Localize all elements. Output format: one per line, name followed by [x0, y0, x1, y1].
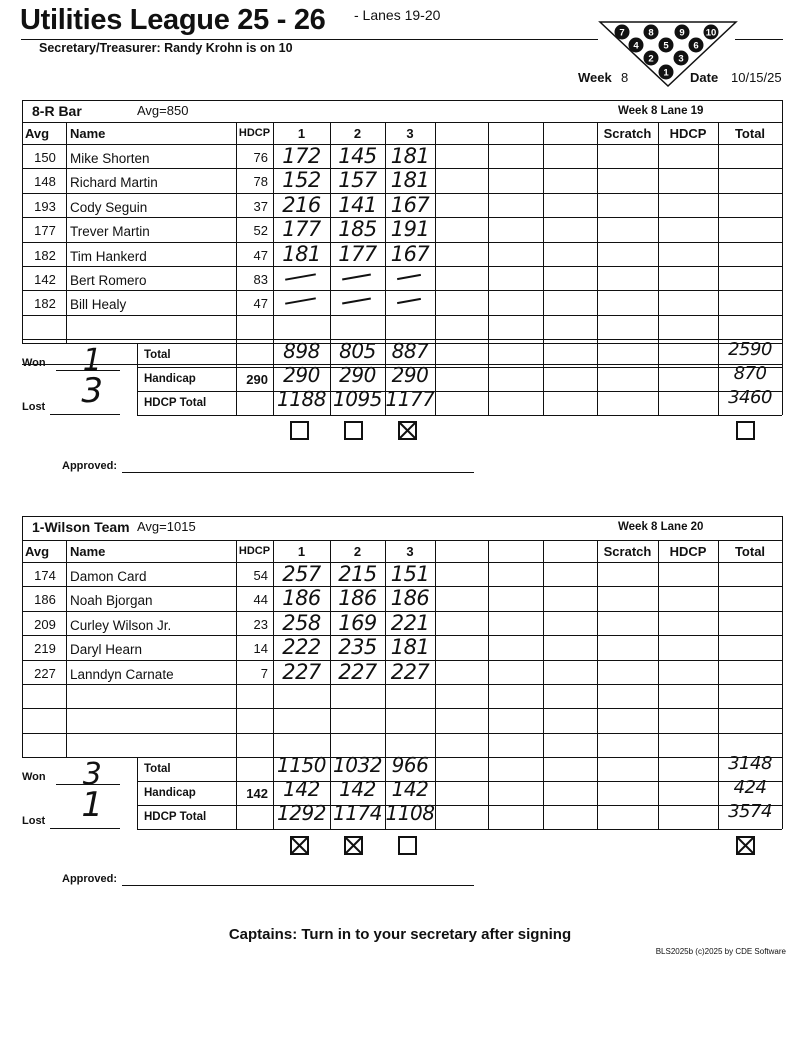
col-line-e3	[543, 540, 544, 757]
player-handicap: 23	[253, 616, 268, 632]
team-name: 8-R Bar	[32, 103, 82, 119]
game-3-score: 181	[390, 168, 430, 193]
column-header-total: Total	[734, 126, 766, 141]
check-mark-icon	[344, 836, 363, 855]
lost-line	[50, 828, 120, 829]
approved-signature-line	[122, 885, 474, 886]
pin-2-number: 2	[648, 53, 654, 65]
game-1-score: 181	[282, 241, 321, 266]
player-average: 142	[34, 272, 56, 287]
row-line	[22, 708, 782, 709]
summary-col-scratch	[597, 757, 598, 829]
pin-6-number: 6	[693, 40, 699, 52]
pin-1-number: 1	[663, 67, 669, 79]
column-header-hdcp-total: HDCP	[669, 126, 707, 141]
player-handicap: 47	[253, 247, 268, 263]
player-average: 150	[34, 150, 56, 165]
game-2-win-checkbox[interactable]	[344, 836, 363, 855]
week-lane-label: Week 8 Lane 19	[618, 105, 704, 117]
column-header-game-2: 2	[353, 126, 362, 141]
summary-row-line	[137, 781, 782, 782]
player-average: 193	[34, 198, 56, 214]
check-mark-icon	[736, 836, 755, 855]
won-label: Won	[22, 357, 46, 369]
pin-5-number: 5	[663, 40, 669, 52]
game-hdcp-total-game-1: 1188	[277, 387, 326, 411]
game-2-score: 145	[338, 144, 377, 168]
won-value: 3	[82, 757, 102, 792]
col-line-total	[718, 540, 719, 757]
game-total-game-1: 898	[283, 339, 320, 363]
player-name: Mike Shorten	[70, 151, 150, 166]
won-value: 1	[82, 343, 102, 378]
lost-label: Lost	[22, 815, 46, 827]
game-2-score: 185	[338, 217, 377, 242]
summary-col-e1	[435, 757, 436, 829]
summary-row-line	[137, 805, 782, 806]
column-header-game-1: 1	[297, 544, 306, 559]
row-line	[22, 684, 782, 685]
league-title: Utilities League 25 - 26	[20, 4, 326, 36]
hdcp-total-label: HDCP Total	[144, 397, 207, 409]
game-3-score: 191	[390, 217, 430, 242]
approved-label: Approved:	[62, 873, 117, 885]
team-box-left	[22, 516, 23, 757]
game-hdcp-total-game-1: 1292	[277, 801, 326, 825]
game-2-score: 186	[338, 586, 377, 611]
player-handicap: 7	[260, 665, 268, 681]
game-hdcp-total-series: 3574	[728, 801, 772, 822]
player-average: 182	[34, 296, 56, 312]
series-win-checkbox[interactable]	[736, 836, 755, 855]
column-header-scratch: Scratch	[603, 126, 652, 141]
player-handicap: 54	[253, 568, 268, 583]
col-line-h2	[658, 540, 659, 757]
player-handicap: 52	[253, 223, 268, 239]
lost-value: 1	[81, 785, 103, 825]
column-header-scratch: Scratch	[603, 544, 652, 559]
col-line-name	[66, 540, 67, 757]
total-label: Total	[144, 349, 171, 361]
row-line	[22, 733, 782, 734]
player-name: Lanndyn Carnate	[70, 666, 174, 682]
column-header-game-2: 2	[353, 544, 362, 559]
game-total-game-2: 1032	[333, 753, 382, 777]
game-2-score: 215	[338, 562, 377, 586]
game-2-score: 141	[338, 192, 377, 217]
player-handicap: 37	[253, 198, 268, 214]
game-handicap-game-3: 142	[391, 777, 429, 801]
column-header-hdcp: HDCP	[238, 127, 271, 139]
game-total-series: 3148	[728, 753, 772, 774]
game-handicap-game-3: 290	[391, 363, 429, 387]
team-handicap-value: 290	[246, 372, 268, 387]
game-handicap-series: 424	[733, 777, 767, 798]
player-average: 182	[34, 247, 56, 263]
column-header-game-1: 1	[297, 126, 306, 141]
player-handicap: 78	[253, 174, 268, 190]
pin-3-number: 3	[678, 53, 684, 65]
column-header-total: Total	[734, 544, 766, 559]
date-value: 10/15/25	[731, 70, 782, 85]
game-3-score: 181	[390, 144, 430, 168]
lost-value: 3	[81, 371, 103, 411]
summary-col-e3	[543, 757, 544, 829]
game-1-score: 216	[282, 192, 321, 217]
player-name: Tim Hankerd	[70, 248, 147, 264]
game-1-score: 186	[282, 586, 321, 611]
player-average: 209	[34, 616, 56, 632]
game-3-score: 167	[390, 192, 430, 217]
total-label: Total	[144, 763, 171, 775]
player-name: Trever Martin	[70, 224, 150, 240]
summary-left	[137, 757, 138, 829]
game-handicap-game-1: 142	[283, 777, 320, 801]
player-name: Richard Martin	[70, 175, 158, 191]
team-handicap-value: 142	[246, 786, 268, 801]
game-3-score: 181	[390, 635, 430, 660]
game-1-score: 222	[282, 635, 321, 660]
column-header-game-3: 3	[406, 126, 414, 141]
game-1-win-checkbox[interactable]	[290, 836, 309, 855]
game-total-game-1: 1150	[277, 753, 326, 777]
game-2-score: 235	[338, 635, 377, 660]
player-average: 227	[34, 665, 56, 681]
game-handicap-game-2: 290	[339, 363, 376, 387]
column-header-game-3: 3	[406, 544, 414, 559]
game-handicap-series: 870	[733, 363, 767, 384]
column-header-name: Name	[70, 126, 106, 141]
player-name: Cody Seguin	[70, 199, 148, 215]
column-header-avg: Avg	[25, 544, 50, 559]
game-3-win-checkbox[interactable]	[398, 836, 417, 855]
game-total-series: 2590	[728, 339, 772, 360]
game-2-score: 169	[338, 610, 377, 635]
column-header-name: Name	[70, 544, 106, 559]
summary-bottom	[137, 829, 782, 830]
player-average: 186	[34, 592, 56, 608]
week-value: 8	[621, 70, 629, 85]
column-header-hdcp-total: HDCP	[669, 544, 707, 559]
column-header-avg: Avg	[25, 126, 50, 141]
team-average: Avg=850	[137, 103, 189, 118]
pin-10-number: 10	[705, 27, 717, 39]
approved-label: Approved:	[62, 460, 117, 472]
player-name: Daryl Hearn	[70, 642, 143, 658]
lanes-label: - Lanes 19-20	[354, 7, 441, 23]
hdcp-total-label: HDCP Total	[144, 811, 207, 823]
player-name: Bill Healy	[70, 297, 127, 313]
game-3-score: 186	[390, 586, 430, 611]
team-average: Avg=1015	[137, 519, 196, 534]
week-lane-label: Week 8 Lane 20	[618, 521, 704, 533]
game-handicap-game-1: 290	[283, 363, 320, 387]
team-box-top	[22, 516, 782, 517]
handicap-label: Handicap	[144, 787, 196, 799]
pin-7-number: 7	[619, 27, 625, 39]
player-handicap: 44	[253, 592, 268, 608]
game-total-game-3: 887	[391, 339, 429, 363]
player-average: 148	[34, 174, 56, 190]
player-average: 177	[34, 223, 56, 239]
col-line-scratch	[597, 540, 598, 757]
game-3-score: 227	[390, 659, 430, 684]
team-header-rule	[22, 540, 782, 541]
player-average: 219	[34, 641, 56, 657]
handicap-label: Handicap	[144, 373, 196, 385]
game-1-score: 227	[282, 659, 321, 684]
captain-instruction: Captains: Turn in to your secretary after signing	[228, 926, 572, 943]
player-name: Curley Wilson Jr.	[70, 617, 172, 633]
player-handicap: 83	[253, 272, 268, 287]
pin-8-number: 8	[648, 27, 654, 39]
player-handicap: 14	[253, 641, 268, 657]
check-mark-icon	[290, 836, 309, 855]
game-2-score: 227	[338, 659, 377, 684]
pin-4-number: 4	[633, 40, 639, 52]
summary-col-h2	[658, 757, 659, 829]
col-line-e1	[435, 540, 436, 757]
player-handicap: 76	[253, 150, 268, 165]
game-total-game-2: 805	[339, 339, 376, 363]
col-line-e2	[488, 540, 489, 757]
game-2-score: 177	[338, 241, 377, 266]
game-2-score: 157	[338, 168, 377, 193]
team-name: 1-Wilson Team	[32, 519, 130, 535]
game-1-score: 257	[282, 562, 321, 586]
game-total-game-3: 966	[391, 753, 429, 777]
game-hdcp-total-series: 3460	[728, 387, 772, 408]
game-3-score: 151	[390, 562, 430, 586]
game-hdcp-total-game-2: 1174	[333, 801, 382, 825]
game-handicap-game-2: 142	[339, 777, 376, 801]
game-hdcp-total-game-3: 1177	[385, 387, 435, 411]
game-1-score: 172	[282, 144, 321, 168]
won-label: Won	[22, 771, 46, 783]
game-1-score: 258	[282, 610, 321, 635]
date-label: Date	[690, 70, 719, 85]
game-hdcp-total-game-2: 1095	[333, 387, 382, 411]
game-hdcp-total-game-3: 1108	[385, 801, 435, 825]
secretary-note: Secretary/Treasurer: Randy Krohn is on 10	[39, 41, 293, 55]
summary-col-e2	[488, 757, 489, 829]
player-name: Bert Romero	[70, 273, 147, 288]
player-name: Damon Card	[70, 569, 147, 584]
column-header-hdcp: HDCP	[238, 545, 271, 557]
team-box-right	[782, 516, 783, 829]
week-label: Week	[578, 70, 612, 85]
game-3-score: 167	[390, 241, 430, 266]
lost-label: Lost	[22, 401, 46, 413]
player-handicap: 47	[253, 296, 268, 312]
player-name: Noah Bjorgan	[70, 593, 153, 609]
pin-9-number: 9	[679, 27, 685, 39]
game-1-score: 177	[282, 217, 321, 242]
game-3-score: 221	[390, 610, 430, 635]
game-1-score: 152	[282, 168, 321, 193]
player-average: 174	[34, 568, 56, 583]
copyright-note: BLS2025b (c)2025 by CDE Software	[655, 947, 786, 956]
